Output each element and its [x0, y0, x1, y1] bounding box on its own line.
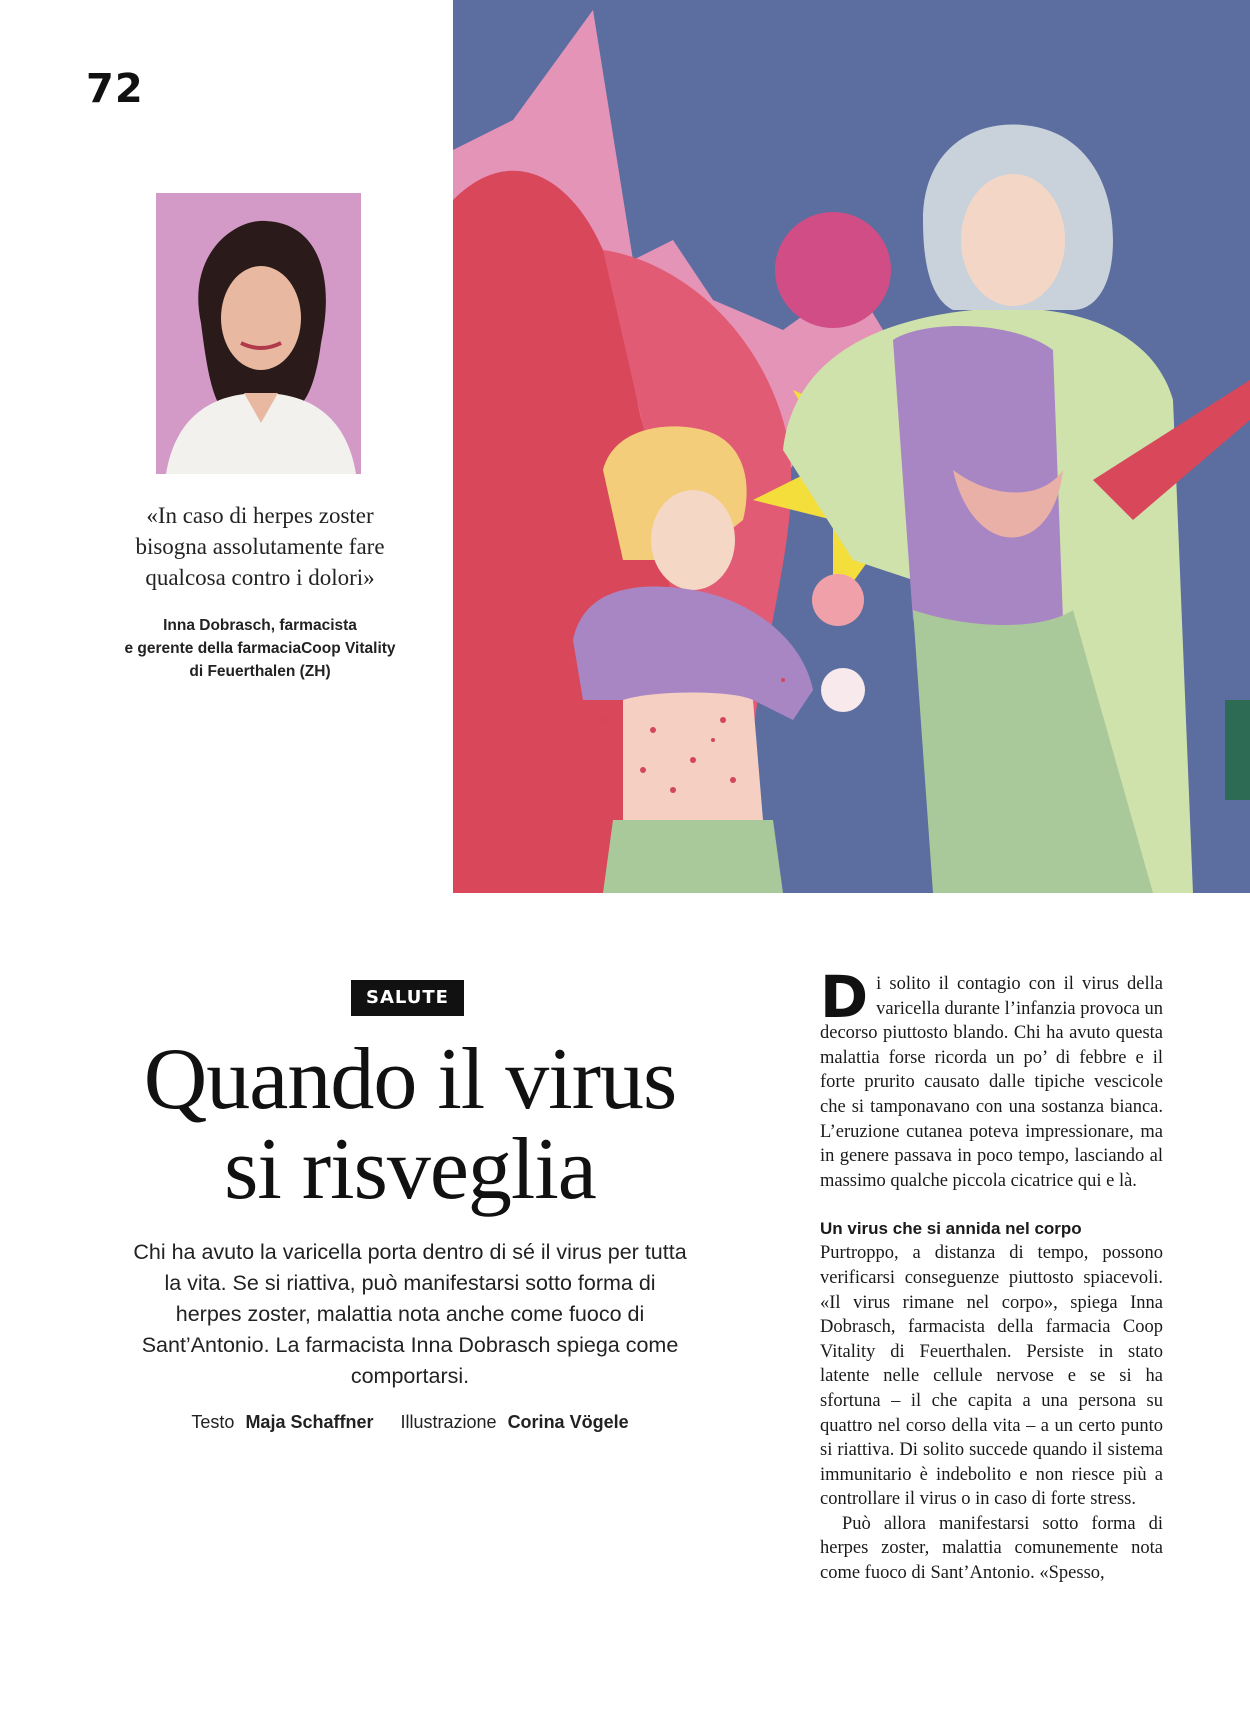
quote-author-line: e gerente della farmaciaCoop Vitality — [124, 640, 396, 657]
pull-quote — [100, 500, 420, 593]
quote-line: qualcosa contro i dolori» — [145, 565, 375, 590]
quote-author-line: Inna Dobrasch, farmacista — [163, 617, 357, 634]
credit-illustration-author: Corina Vögele — [507, 1412, 629, 1432]
credit-text-label: Testo — [191, 1412, 235, 1432]
quote-line: «In caso di herpes zoster — [146, 503, 374, 528]
quote-author — [100, 614, 420, 683]
body-paragraph — [820, 963, 1163, 1193]
paragraph-text: i solito il contagio con il virus della varicella durante l’infanzia provoca un decorso piuttosto blando. Chi ha avuto questa malattia forse ricorda un po’ di febbre e il forte prurito causato dalle tipiche vescicole che si tamponavano con una sostanza bianca. L’eruzione cutanea poteva impressionare, ma in genere passava in poco tempo, lasciando al massimo qualche piccola cicatrice qui e là. — [820, 974, 1163, 1191]
headline — [80, 1031, 740, 1218]
page-number: 72 — [86, 66, 144, 112]
credit-text-author: Maja Schaffner — [245, 1412, 374, 1432]
body-paragraph: Può allora manifestarsi sotto forma di herpes zoster, malattia comunemente nota come fuoco di Sant’Antonio. «Spesso, — [820, 1513, 1163, 1584]
headline-line: Quando il virus — [143, 1031, 677, 1128]
credit-illustration-label: Illustrazione — [400, 1412, 497, 1432]
portrait-photo — [156, 193, 361, 474]
article-body — [820, 963, 1163, 1586]
credits — [100, 1412, 720, 1433]
body-paragraph: Purtroppo, a distanza di tempo, possono verificarsi conseguenze piuttosto spiacevoli. «Il virus rimane nel corpo», spiega Inna Dobrasch, farmacista della farmacia Coop Vitality di Feuerthalen. Persiste in stato latente nelle cellule nervose e se si ha sfortuna – il che capita a una persona su quattro nel corso della vita – a un certo punto si riattiva. Di solito succede quando il sistema immunitario è indebolito e non riesce più a controllare il virus o in caso di forte stress. — [820, 1243, 1163, 1510]
quote-line: bisogna assolutamente fare — [135, 534, 385, 559]
lead-paragraph: Chi ha avuto la varicella porta dentro di sé il virus per tutta la vita. Se si riattiva, può manifestarsi sotto forma di herpes zoster, malattia nota anche come fuoco di Sant’Antonio. La farmacista Inna Dobrasch spiega come comportarsi. — [133, 1240, 687, 1388]
headline-line: si risveglia — [224, 1121, 596, 1218]
quote-author-line: di Feuerthalen (ZH) — [189, 663, 331, 680]
hero-illustration — [453, 0, 1250, 893]
subheading: Un virus che si annida nel corpo — [820, 1219, 1082, 1239]
drop-cap: D — [820, 963, 869, 1031]
section-tag: SALUTE — [351, 980, 464, 1016]
